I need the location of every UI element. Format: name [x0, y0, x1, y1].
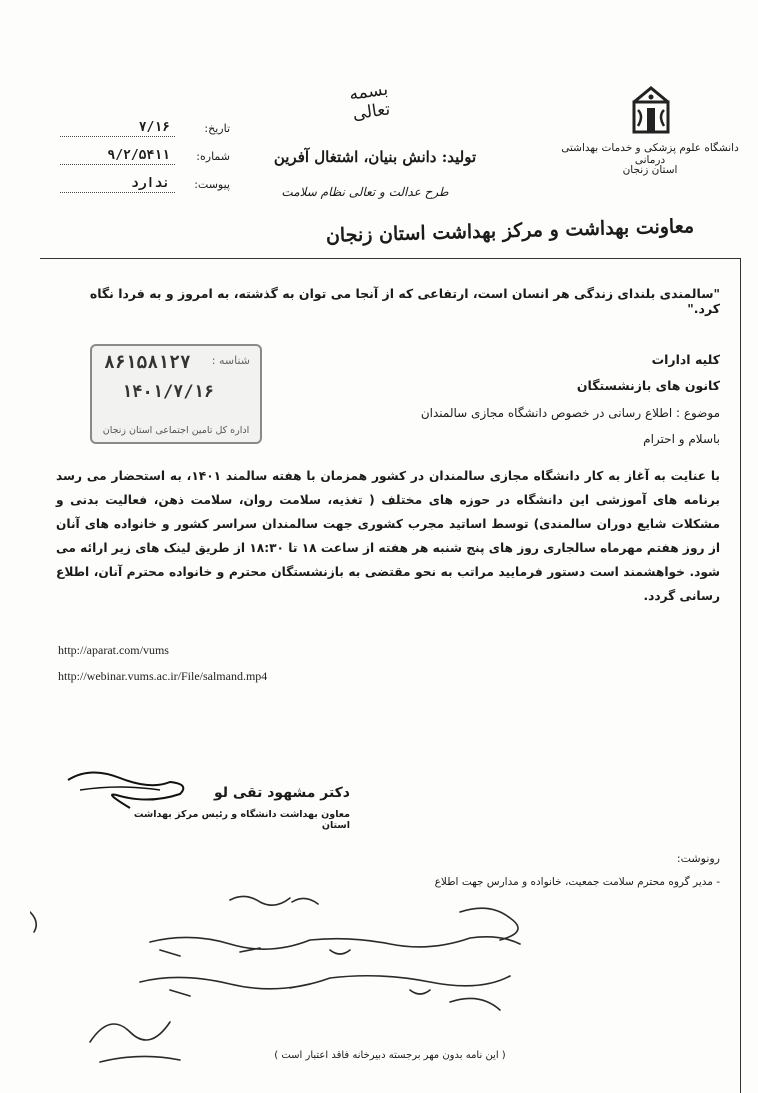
university-name: دانشگاه علوم پزشکی و خدمات بهداشتی درمانی	[561, 142, 739, 166]
stamp-number: ۸۶۱۵۸۱۲۷	[104, 352, 191, 373]
number-label: شماره:	[196, 150, 230, 163]
recipient-line-2: کانون های بازنشستگان	[576, 378, 720, 393]
stamp-label: شناسه :	[211, 354, 250, 367]
signer-title: معاون بهداشت دانشگاه و رئیس مرکز بهداشت استان	[133, 809, 350, 831]
link-webinar[interactable]: http://webinar.vums.ac.ir/File/salmand.mp4	[58, 669, 268, 683]
cc-item: - مدیر گروه محترم سلامت جمعیت، خانواده و مدارس جهت اطلاع	[434, 876, 720, 888]
slogan: تولید: دانش بنیان، اشتغال آفرین	[273, 148, 477, 166]
link-aparat[interactable]: http://aparat.com/vums	[58, 643, 169, 657]
date-row	[60, 122, 230, 144]
stamp-office: اداره کل تامین اجتماعی استان زنجان	[102, 425, 250, 436]
handwritten-note-icon	[30, 892, 550, 1072]
signer-name: دکتر مشهود تقی لو	[213, 785, 350, 801]
number-row	[60, 150, 230, 172]
cc-label: رونوشت:	[676, 852, 720, 865]
number-value: ۹/۲/۵۴۱۱	[107, 148, 170, 163]
attachment-row	[60, 178, 230, 200]
department-title: معاونت بهداشت و مرکز بهداشت استان زنجان	[325, 215, 695, 247]
university-logo-icon	[620, 82, 682, 144]
basmala: بسمه تعالی	[347, 79, 392, 125]
attachment-label: پیوست:	[194, 178, 230, 191]
received-stamp	[90, 344, 262, 444]
recipient-line-1: کلیه ادارات	[651, 352, 720, 367]
stamp-date: ۱۴۰۱/۷/۱۶	[122, 382, 215, 402]
quote: "سالمندی بلندای زندگی هر انسان است، ارتفاعی که از آنجا می توان به گذشته، به امروز و به فردا نگاه کرد."	[89, 286, 720, 316]
date-value: ۷/۱۶	[138, 120, 170, 135]
greeting: باسلام و احترام	[643, 432, 720, 446]
letter-body: با عنایت به آغاز به کار دانشگاه مجازی سالمندان در کشور همزمان با هفته سالمند ۱۴۰۱، به استحضار می رسد برنامه های آموزشی این دانشگاه در حوزه های مختلف ( تغذیه، سلامت روان، سلامت ذهن، فعالیت بدنی و مشکلات شایع دوران سالمندی) توسط اساتید مجرب کشوری جهت سالمندان سراسر کشور و خانواده های آنان از روز هفتم مهرماه سالجاری روز های پنج شنبه هر هفته از ساعت ۱۸ تا ۱۸:۳۰ از طریق لینک های زیر ارائه می شود. خواهشمند است دستور فرمایید مراتب به نحو مقتضی به بازنشستگان محترم و خانواده محترم آنان، اطلاع رسانی گردد.	[56, 469, 721, 603]
university-province: استان زنجان	[622, 164, 678, 176]
date-label: تاریخ:	[204, 122, 230, 135]
footer-note: ( این نامه بدون مهر برجسته دبیرخانه فاقد اعتبار است )	[274, 1050, 506, 1061]
subject: موضوع : اطلاع رسانی در خصوص دانشگاه مجازی سالمندان	[420, 406, 720, 420]
attachment-value: ندارد	[130, 176, 170, 191]
plan-title: طرح عدالت و تعالی نظام سلامت	[281, 185, 449, 199]
